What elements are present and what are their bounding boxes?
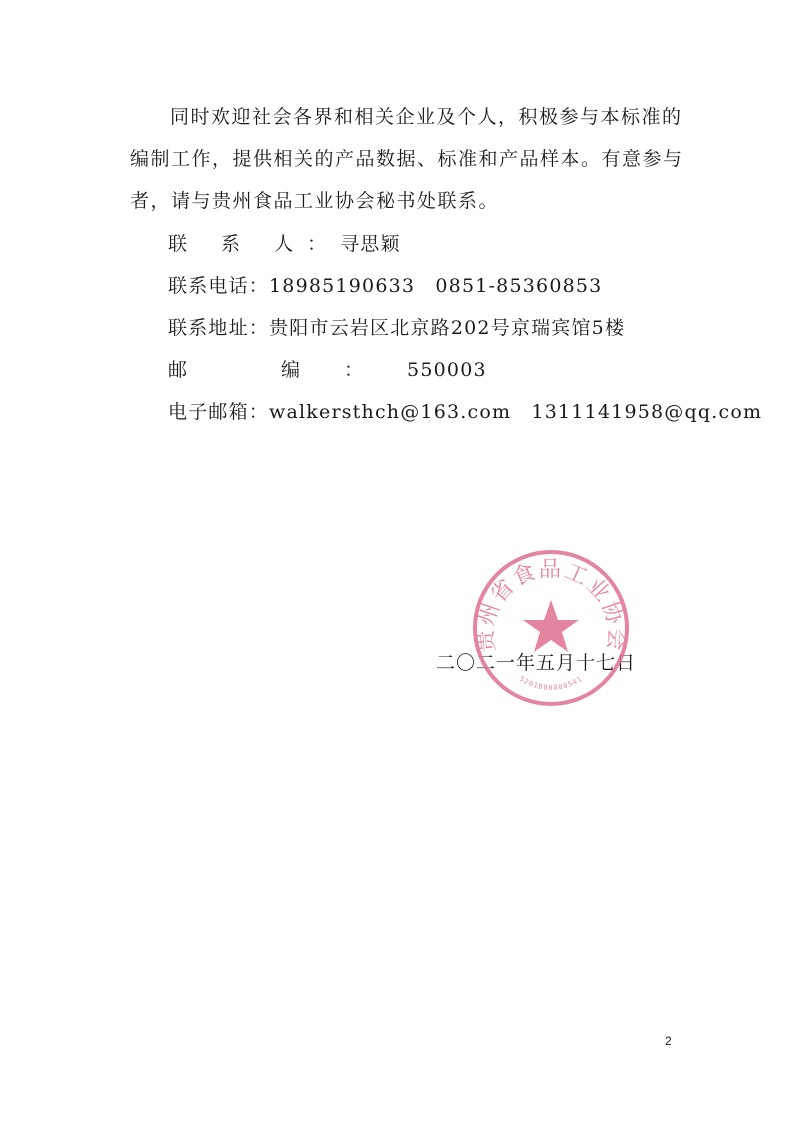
contact-phone-value: 18985190633 0851-85360853 bbox=[269, 275, 603, 297]
contact-email-value: walkersthch@163.com 1311141958@qq.com bbox=[269, 401, 763, 423]
contact-address-row bbox=[168, 315, 625, 341]
contact-address-label: 联系地址： bbox=[168, 317, 270, 339]
contact-postcode-label: 邮 编： bbox=[168, 359, 408, 381]
contact-person-label: 联 系 人： bbox=[168, 233, 341, 255]
body-paragraph: 同时欢迎社会各界和相关企业及个人，积极参与本标准的编制工作，提供相关的产品数据、标准和产品样本。有意参与者，请与贵州食品工业协会秘书处联系。 bbox=[130, 106, 684, 212]
seal-name-text: 贵州省食品工业协会 bbox=[473, 557, 629, 654]
page-number: 2 bbox=[665, 1034, 672, 1048]
contact-phone-label: 联系电话： bbox=[168, 275, 270, 297]
contact-person-row bbox=[168, 231, 401, 257]
contact-email-label: 电子邮箱： bbox=[168, 401, 270, 423]
contact-email-row bbox=[168, 399, 762, 425]
signature-date: 二〇二一年五月十七日 bbox=[436, 652, 637, 674]
official-seal-icon bbox=[471, 548, 631, 708]
contact-phone-row bbox=[168, 273, 602, 299]
contact-address-value: 贵阳市云岩区北京路202号京瑞宾馆5楼 bbox=[269, 317, 626, 339]
contact-postcode-row bbox=[168, 357, 487, 383]
seal-number-text: 5201000000541 bbox=[517, 674, 585, 692]
seal-star-icon bbox=[523, 600, 579, 652]
contact-person-value: 寻思颖 bbox=[340, 233, 401, 255]
contact-postcode-value: 550003 bbox=[407, 359, 487, 381]
